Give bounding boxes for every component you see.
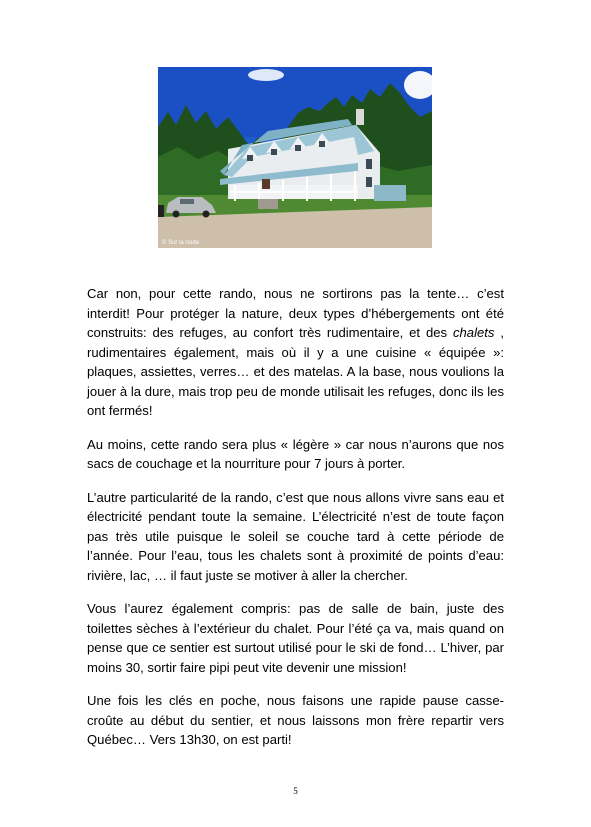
page-number: 5 xyxy=(293,786,298,796)
paragraph: Une fois les clés en poche, nous faisons une rapide pause casse-croûte au début du sentier, et nous laissons mon frère repartir vers Québec… Vers 13h30, on est parti! xyxy=(87,693,504,747)
paragraph: L’autre particularité de la rando, c’est que nous allons vivre sans eau et électricité pendant toute la semaine. L’électricité n’est de toute façon pas très utile puisque le soleil se couche tard à cette période de l’année. Pour l’eau, tous les chalets sont à proximité de points d’eau: rivière, lac, … il faut juste se motiver à aller la chercher. xyxy=(87,489,504,583)
chalet-photo xyxy=(158,67,432,248)
photo-credit: © Sur la route xyxy=(162,240,200,246)
paragraph: Vous l’aurez également compris: pas de salle de bain, juste des toilettes sèches à l’extérieur du chalet. Pour l’été ça va, mais quand on pense que ce sentier est surtout utilisé pour le ski de fond… L’hiver, par moins 30, sortir faire pipi peut vite devenir une mission! xyxy=(87,601,504,675)
paragraph: Au moins, cette rando sera plus « légère » car nous n’aurons que nos sacs de couchage et la nourriture pour 7 jours à porter. xyxy=(87,436,504,471)
article-body xyxy=(87,284,504,764)
paragraph: Car non, pour cette rando, nous ne sortirons pas la tente… c’est interdit! Pour protéger la nature, deux types d’hébergements ont été construits: des refuges, au confort très rudimentaire, et des chalets , rudimentaires également, mais où il y a une cuisine « équipée »: plaques, assiettes, verres… et des matelas. A la base, nous voulions la jouer à la dure, mais trop peu de monde utilisait les refuges, donc ils les ont fermés! xyxy=(87,286,504,418)
chalet-photo-illustration xyxy=(158,67,432,248)
emphasis-chalets: chalets xyxy=(452,325,495,340)
